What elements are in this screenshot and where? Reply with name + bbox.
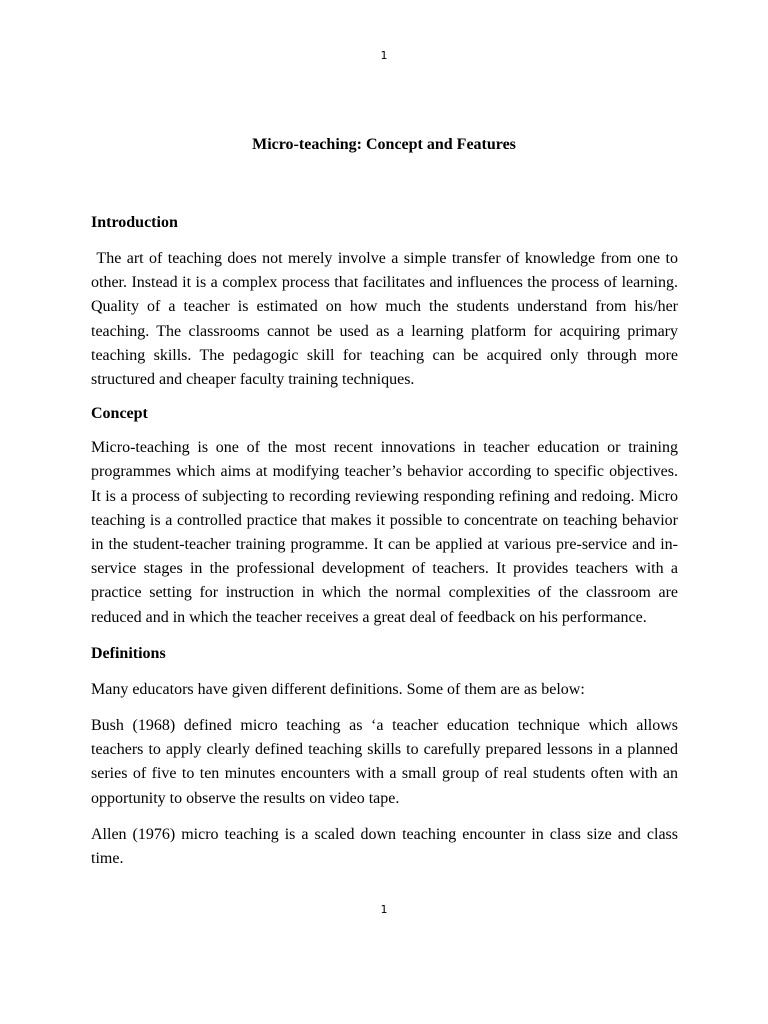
concept-paragraph: Micro-teaching is one of the most recent innovations in teacher education or training programmes which aims at modifying teacher’s behavior according to specific objectives. It is a process of subjecting to recording reviewing responding refining and redoing. Micro teaching is a controlled practice that makes it possible to concentrate on teaching behavior in the student-teacher training programme. It can be applied at various pre-service and in-service stages in the professional development of teachers. It provides teachers with a practice setting for instruction in which the normal complexities of the classroom are reduced and in which the teacher receives a great deal of feedback on his performance. bbox=[91, 439, 678, 626]
introduction-paragraph: The art of teaching does not merely involve a simple transfer of knowledge from one to other. Instead it is a complex process that facilitates and influences the process of learning. Quality of a teacher is estimated on how much the students understand from his/her teaching. The classrooms cannot be used as a learning platform for acquiring primary teaching skills. The pedagogic skill for teaching can be acquired only through more structured and cheaper faculty training techniques. bbox=[91, 250, 683, 389]
page-number-bottom: 1 bbox=[380, 903, 388, 916]
document-body bbox=[91, 211, 683, 871]
introduction-heading: Introduction bbox=[91, 214, 178, 231]
concept-heading: Concept bbox=[91, 405, 148, 423]
allen-definition-paragraph: Allen (1976) micro teaching is a scaled down teaching encounter in class size and class time. bbox=[91, 825, 678, 868]
definitions-intro-paragraph: Many educators have given different definitions. Some of them are as below: bbox=[91, 680, 585, 698]
page-number-top: 1 bbox=[380, 49, 388, 62]
document-title: Micro-teaching: Concept and Features bbox=[252, 136, 516, 153]
bush-definition-paragraph: Bush (1968) defined micro teaching as ‘a teacher education technique which allows teachers to apply clearly defined teaching skills to carefully prepared lessons in a planned series of five to ten minutes encounters with a small group of real students often with an opportunity to observe the results on video tape. bbox=[91, 717, 678, 807]
definitions-heading: Definitions bbox=[91, 644, 166, 662]
